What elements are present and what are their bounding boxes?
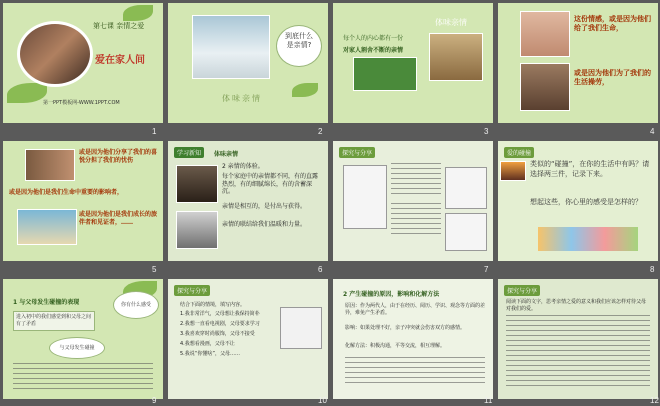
prompt-text: 结合下面的情境，填写内容。 <box>180 302 246 308</box>
body-line: 亲情的联结给我们温暖和力量。 <box>222 221 307 228</box>
slide-number: 6 <box>318 265 323 274</box>
beach-photo <box>17 209 77 245</box>
slide-7[interactable] <box>333 141 493 261</box>
list-item: 2.我想一直看电视剧，父母要求学习 <box>180 321 260 327</box>
slide-number: 3 <box>484 127 489 136</box>
text-block <box>13 363 153 389</box>
list-item: 3.我喜欢穿时尚服饰，父母不接受 <box>180 331 255 337</box>
slide-12[interactable] <box>498 279 658 399</box>
slide-11[interactable] <box>333 279 493 399</box>
leaf-decoration <box>7 83 47 103</box>
comic-drawing <box>445 167 487 209</box>
slide-2[interactable] <box>168 3 328 123</box>
text-block: 这份情感，或是因为他们给了我们生命， <box>574 15 651 32</box>
section-title: 体味亲情 <box>214 151 239 158</box>
slide-8[interactable] <box>498 141 658 261</box>
leaf-decoration <box>292 83 318 97</box>
family-photo <box>176 165 218 203</box>
hands-photo <box>520 11 570 57</box>
text-block <box>391 163 441 197</box>
slide-number: 7 <box>484 265 489 274</box>
photo-collage <box>25 149 75 181</box>
text-block: 或是因为他们为了我们的生活操劳， <box>574 69 651 86</box>
body-line: 亲情是相互的，是付出与获得。 <box>222 203 307 210</box>
sunset-photo <box>500 161 526 181</box>
section-tag: 探究与分享 <box>504 285 540 296</box>
family-photo <box>17 21 93 87</box>
slide-caption: 体味亲情 <box>222 94 262 103</box>
family-photo <box>520 63 570 111</box>
slide-number: 2 <box>318 127 323 136</box>
slide-number: 1 <box>152 127 157 136</box>
text-block <box>391 203 441 237</box>
children-cartoon <box>538 227 638 251</box>
question-bubble <box>276 25 322 67</box>
paragraph: 原因：作为两代人，由于在经历、阅历、学识、观念等方面的差异，难免产生矛盾。 <box>345 303 486 316</box>
family-drawing <box>280 307 322 349</box>
section-tag: 探究与分享 <box>339 147 375 158</box>
question-text: 想起这些，你心里的感受是怎样的？ <box>530 198 642 206</box>
slide-3[interactable] <box>333 3 493 123</box>
slide-number: 5 <box>152 265 157 274</box>
comic-drawing <box>445 213 487 251</box>
paragraph: 化解方法：积极沟通，平等交流，相互理解。 <box>345 343 446 349</box>
comic-drawing <box>343 165 387 229</box>
section-tag: 爱的碰撞 <box>504 147 534 158</box>
question-text: 到底什么是亲情? <box>285 32 313 49</box>
paragraph: 阅读下面的文字，思考亲情之爱的意义和我们应该怎样对待父母对我们的爱。 <box>506 299 647 312</box>
body-line: 每个家庭中的亲情都不同，有的直露热烈，有的细腻绵长，有的含蓄深沉。 <box>222 173 319 195</box>
leaf-decoration <box>123 5 153 21</box>
text-line: 每个人的内心都有一份 <box>343 35 404 42</box>
section-heading: 2 产生碰撞的原因，影响和化解方法 <box>343 291 440 298</box>
text-block: 或是因为他们分享了我们的喜悦分担了我们的忧伤 <box>79 149 158 164</box>
slide-title: 体味亲情 <box>435 18 467 27</box>
slide-number: 10 <box>318 396 327 405</box>
question-text: 类似的“碰撞”，在你的生活中有吗？请选择两三件，记录下来。 <box>530 160 650 178</box>
section-tag: 探究与分享 <box>174 285 210 296</box>
slide-1[interactable] <box>3 3 163 123</box>
section-heading: 1 与父母发生碰撞的表现 <box>13 299 80 306</box>
body-heading: 2 亲情的体验。 <box>222 163 264 170</box>
family-sign-photo <box>353 57 417 91</box>
skating-photo <box>192 15 270 79</box>
thought-bubble: 你有什么感受 <box>113 291 159 319</box>
text-block <box>506 315 650 387</box>
list-item: 5.我说“你懂啥”，父母…… <box>180 351 240 357</box>
section-tag: 学习新知 <box>174 147 204 158</box>
text-block <box>345 357 485 385</box>
text-box: 进入初中的我们感觉到和父母之间有了矛盾 <box>13 311 95 331</box>
paragraph: 影响：如果处理不好，亲子冲突就会伤害双方的感情。 <box>345 325 466 331</box>
list-item: 1.我非常洋气，父母想让我保持简朴 <box>180 311 260 317</box>
family-photo <box>176 211 218 249</box>
footer-text: 第一PPT模板网-WWW.1PPT.COM <box>43 100 120 106</box>
slide-number: 12 <box>650 396 659 405</box>
slide-6[interactable] <box>168 141 328 261</box>
text-block: 或是因为他们是我们生命中重要的影响者， <box>9 189 124 196</box>
slide-5[interactable] <box>3 141 163 261</box>
slide-number: 4 <box>650 127 655 136</box>
topic-bubble: 与父母发生碰撞 <box>49 337 105 359</box>
slide-9[interactable] <box>3 279 163 399</box>
text-block: 或是因为他们是我们成长的旅伴者和见证者，…… <box>79 211 158 226</box>
list-item: 4.我想看漫画，父母不让 <box>180 341 235 347</box>
slide-number: 11 <box>484 396 493 405</box>
slide-number: 9 <box>152 396 157 405</box>
text-line: 对家人割舍不断的亲情 <box>343 47 404 54</box>
slide-number: 8 <box>650 265 655 274</box>
slide-4[interactable] <box>498 3 658 123</box>
lesson-label: 第七课 亲情之爱 <box>93 22 145 30</box>
slide-title: 爱在家人间 <box>95 55 145 66</box>
family-photo <box>429 33 483 81</box>
slide-10[interactable] <box>168 279 328 399</box>
